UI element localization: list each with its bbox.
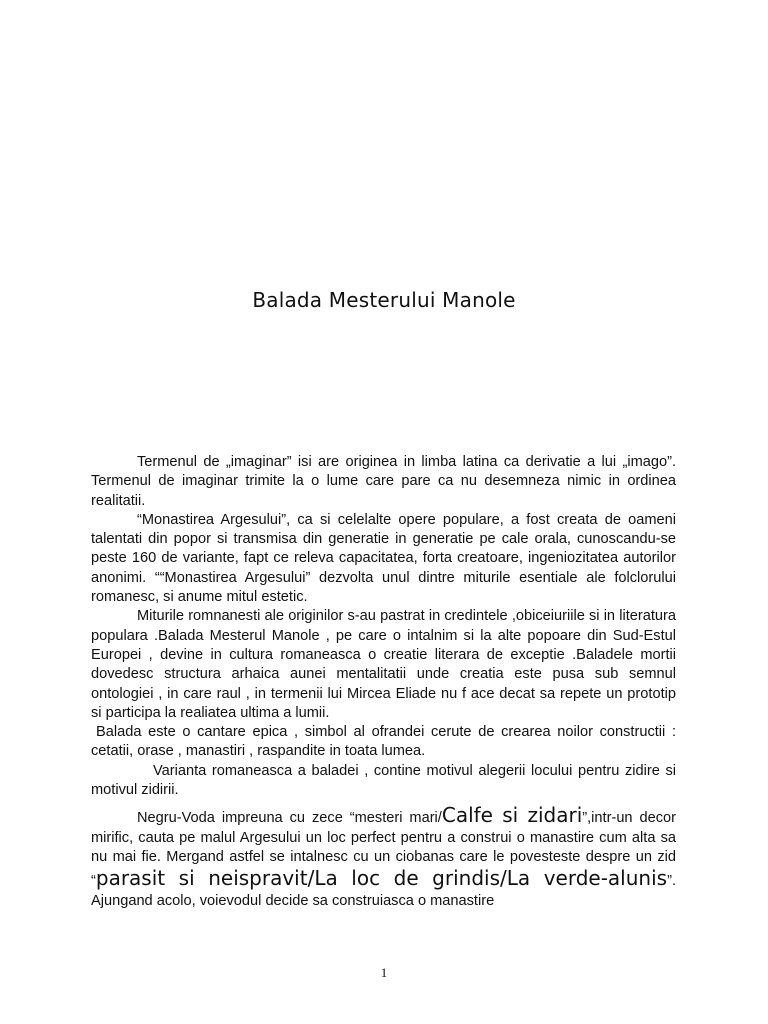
paragraph-varianta: Varianta romaneasca a baladei , contine motivul alegerii locului pentru zidire si motivul zidirii. xyxy=(91,762,676,799)
page-number: 1 xyxy=(380,965,388,980)
paragraph-text-part: ”. Ajungand acolo, voievodul decide sa construiasca o manastire xyxy=(91,873,676,909)
paragraph-negru-voda xyxy=(91,804,676,910)
paragraph-monastirea: “Monastirea Argesului”, ca si celelalte opere populare, a fost creata de oameni talentati din popor si transmisa din generatie in generatie pe cale orala, cunoscandu-se peste 160 de variante, fapt ce releva capacitatea, forta creatoare, ingeniozitatea autorilor anonimi. ““Monastirea Argesului” dezvolta unul dintre miturile esentiale ale folclorului romanesc, si anume mitul estetic. xyxy=(91,511,676,606)
paragraph-text-part: ”,intr-un decor mirific, cauta pe malul Argesului un loc perfect pentru a construi o manastire cum alta sa nu mai fie. Mergand astfel se intalnesc cu un ciobanas care le povesteste despre un zid “ xyxy=(91,810,677,890)
paragraph-imaginar: Termenul de „imaginar” isi are originea in limba latina ca derivatie a lui „imago”. Termenul de imaginar trimite la o lume care pare ca nu desemneza nimic in ordinea realitatii. xyxy=(91,454,676,509)
quoted-verse: Calfe si zidari xyxy=(441,803,583,828)
paragraph-text-part: Negru-Voda impreuna cu zece “mesteri mari/ xyxy=(137,810,442,827)
document-body xyxy=(91,453,676,911)
document-title: Balada Mesterului Manole xyxy=(252,288,516,312)
paragraph-miturile: Miturile romnanesti ale originilor s-au pastrat in credintele ,obiceiuriile si in literatura populara .Balada Mesterul Manole , pe care o intalnim si la alte popoare din Sud-Estul Europei , devine in cultura romaneasca o creatie literara de exceptie .Baladele mortii dovedesc structura arhaica aunei mentalitatii unde creatia este pusa sub semnul ontologiei , in care raul , in termenii lui Mircea Eliade nu f ace decat sa repete un prototip si participa la realiatea ultima a lumii. xyxy=(91,608,676,721)
quoted-verse: parasit si neispravit/La loc de grindis/La verde-alunis xyxy=(95,866,668,891)
paragraph-balada: Balada este o cantare epica , simbol al ofrandei cerute de crearea noilor constructii : cetatii, orase , manastiri , raspandite in toata lumea. xyxy=(91,724,676,760)
